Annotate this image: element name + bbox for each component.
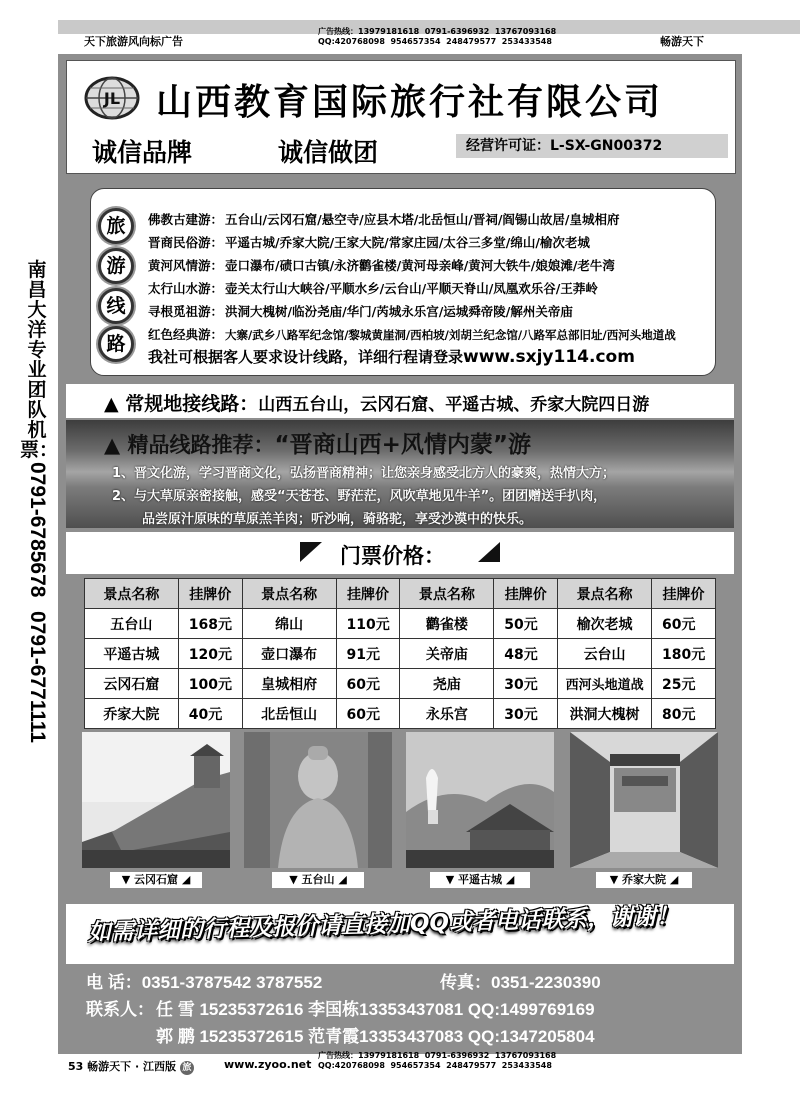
route-note-text: 我社可根据客人要求设计线路，详细行程请登录 — [148, 348, 464, 366]
footer-page-info — [68, 1058, 194, 1075]
photo-city-wall — [82, 732, 230, 868]
table-header-row — [85, 579, 716, 609]
photo-caption: ▼ 五台山 ◢ — [272, 872, 364, 888]
route-row — [148, 256, 615, 274]
route-category: 红色经典游： — [148, 327, 224, 342]
attraction-price: 25元 — [651, 669, 715, 699]
attraction-name: 北岳恒山 — [242, 699, 336, 729]
route-row — [148, 210, 619, 228]
photo-caption-text: 云冈石窟 — [134, 873, 178, 886]
column-header: 景点名称 — [85, 579, 179, 609]
column-header: 挂牌价 — [178, 579, 242, 609]
standard-route-label: ▲ 常规地接线路： — [104, 393, 259, 415]
side-title: 南昌大洋专业团队机票： — [20, 259, 59, 461]
column-header: 景点名称 — [400, 579, 494, 609]
route-category: 太行山水游： — [148, 281, 224, 296]
route-sites: 壶口瀑布/碛口古镇/永济鹳雀楼/黄河母亲峰/黄河大铁牛/娘娘滩/老牛湾 — [225, 258, 615, 273]
company-name: 山西教育国际旅行社有限公司 — [156, 81, 664, 123]
route-sites: 洪洞大槐树/临汾尧庙/华门/芮城永乐宫/运城舜帝陵/解州关帝庙 — [225, 304, 573, 319]
contact-person-label: 联系人： — [86, 1000, 154, 1019]
attraction-name: 平遥古城 — [85, 639, 179, 669]
route-circle-2: 游 — [98, 248, 134, 284]
price-title: 门票价格： — [340, 544, 445, 568]
footer-website[interactable]: www.zyoo.net — [224, 1058, 312, 1071]
attraction-price: 91元 — [336, 639, 400, 669]
attraction-name: 永乐宫 — [400, 699, 494, 729]
featured-line-2: 2、与大草原亲密接触，感受“天苍苍、野茫茫，风吹草地见牛羊”。团团赠送手扒肉， — [112, 489, 607, 504]
left-triangle-icon — [300, 542, 322, 562]
side-phone-2: 0791-6771111 — [26, 611, 49, 744]
route-sites: 五台山/云冈石窟/悬空寺/应县木塔/北岳恒山/晋祠/阎锡山故居/皇城相府 — [225, 212, 620, 227]
footer-hotline: 广告热线：13979181618 0791-6396932 13767093168 QQ:420768098 954657354 248479577 253433548 — [318, 1051, 557, 1070]
attraction-name: 尧庙 — [400, 669, 494, 699]
attraction-price: 60元 — [336, 699, 400, 729]
attraction-name: 乔家大院 — [85, 699, 179, 729]
column-header: 挂牌价 — [336, 579, 400, 609]
featured-title: “晋商山西+风情内蒙”游 — [274, 432, 531, 458]
logo-text: JL — [103, 89, 121, 108]
company-logo — [84, 76, 140, 120]
route-row — [148, 279, 598, 297]
contact-fax: 传真：0351-2230390 — [440, 973, 601, 992]
column-header: 景点名称 — [558, 579, 652, 609]
slogan-group: 诚信做团 — [278, 138, 379, 167]
table-row — [85, 639, 716, 669]
column-header: 挂牌价 — [494, 579, 558, 609]
attraction-price: 80元 — [651, 699, 715, 729]
route-sites: 平遥古城/乔家大院/王家大院/常家庄园/太谷三多堂/绵山/榆次老城 — [225, 235, 590, 250]
attraction-name: 五台山 — [85, 609, 179, 639]
price-table — [84, 578, 716, 729]
column-header: 景点名称 — [242, 579, 336, 609]
license-number: 经营许可证：L-SX-GN00372 — [456, 134, 728, 158]
header-right-title: 畅游天下 — [660, 35, 704, 48]
attraction-price: 60元 — [336, 669, 400, 699]
photo-courtyard — [570, 732, 718, 868]
featured-route-heading — [104, 426, 531, 459]
photo-pagoda — [406, 732, 554, 868]
attraction-price: 40元 — [178, 699, 242, 729]
route-circle-1: 旅 — [98, 208, 134, 244]
attraction-name: 鹳雀楼 — [400, 609, 494, 639]
route-category: 晋商民俗游： — [148, 235, 224, 250]
side-phone-1: 0791-6785678 — [26, 462, 49, 598]
photo-caption-text: 五台山 — [301, 873, 335, 886]
featured-line-1: 1、晋文化游，学习晋商文化，弘扬晋商精神；让您亲身感受北方人的豪爽，热情大方； — [112, 466, 616, 481]
contact-banner: 如需详细的行程及报价请直接加QQ或者电话联系，谢谢！ — [87, 903, 680, 946]
attraction-name: 关帝庙 — [400, 639, 494, 669]
attraction-price: 120元 — [178, 639, 242, 669]
route-category: 佛教古建游： — [148, 212, 224, 227]
route-row — [148, 302, 573, 320]
header-left-title: 天下旅游风向标广告 — [84, 35, 183, 48]
featured-line-3: 品尝原汁原味的草原羔羊肉；听沙响，骑骆驼，享受沙漠中的快乐。 — [142, 512, 533, 527]
footer-page-text: 53 畅游天下 · 江西版 — [68, 1060, 176, 1073]
route-circle-4: 路 — [98, 326, 134, 362]
route-category: 黄河风情游： — [148, 258, 224, 273]
side-airline-ad — [20, 259, 59, 744]
photo-caption: ▼ 云冈石窟 ◢ — [110, 872, 202, 888]
contact-persons-2: 郭 鹏 15235372615 范青霞13353437083 QQ:1347205804 — [156, 1027, 595, 1046]
attraction-price: 100元 — [178, 669, 242, 699]
attraction-price: 110元 — [336, 609, 400, 639]
photo-caption-text: 乔家大院 — [622, 873, 666, 886]
slogan-brand: 诚信品牌 — [92, 138, 193, 167]
attraction-price: 30元 — [494, 699, 558, 729]
route-circle-3: 线 — [98, 288, 134, 324]
attraction-name: 西河头地道战 — [558, 669, 652, 699]
route-sites: 壶关太行山大峡谷/平顺水乡/云台山/平顺天脊山/凤凰欢乐谷/王莽岭 — [225, 281, 598, 296]
header-hotline: 广告热线：13979181618 0791-6396932 13767093168 QQ:420768098 954657354 248479577 253433548 — [318, 27, 557, 46]
route-note — [148, 346, 635, 367]
attraction-name: 绵山 — [242, 609, 336, 639]
right-triangle-icon — [478, 542, 500, 562]
attraction-name: 榆次老城 — [558, 609, 652, 639]
route-row — [148, 233, 590, 251]
photo-caption: ▼ 平遥古城 ◢ — [430, 872, 530, 888]
attraction-name: 皇城相府 — [242, 669, 336, 699]
attraction-name: 壶口瀑布 — [242, 639, 336, 669]
attraction-price: 30元 — [494, 669, 558, 699]
website-link[interactable]: www.sxjy114.com — [463, 347, 635, 367]
attraction-name: 云冈石窟 — [85, 669, 179, 699]
photo-caption: ▼ 乔家大院 ◢ — [596, 872, 692, 888]
featured-label: ▲ 精品线路推荐： — [104, 433, 275, 457]
table-row — [85, 609, 716, 639]
attraction-price: 168元 — [178, 609, 242, 639]
contact-telephone: 电 话：0351-3787542 3787552 — [86, 973, 323, 992]
footer-circle-icon: 旅 — [180, 1061, 194, 1075]
attraction-price: 180元 — [651, 639, 715, 669]
contact-persons-1: 任 雪 15235372616 李国栋13353437081 QQ:1499769169 — [156, 1000, 595, 1019]
photo-buddha — [244, 732, 392, 868]
route-category: 寻根觅祖游： — [148, 304, 224, 319]
standard-route — [104, 389, 649, 416]
standard-route-text: 山西五台山，云冈石窟、平遥古城、乔家大院四日游 — [258, 395, 650, 415]
route-row — [148, 325, 676, 343]
column-header: 挂牌价 — [651, 579, 715, 609]
attraction-price: 50元 — [494, 609, 558, 639]
attraction-price: 48元 — [494, 639, 558, 669]
attraction-name: 洪洞大槐树 — [558, 699, 652, 729]
attraction-price: 60元 — [651, 609, 715, 639]
table-row — [85, 699, 716, 729]
route-sites: 大寨/武乡八路军纪念馆/黎城黄崖洞/西柏坡/刘胡兰纪念馆/八路军总部旧址/西河头地道战 — [225, 328, 676, 342]
photo-caption-text: 平遥古城 — [458, 873, 502, 886]
table-row — [85, 669, 716, 699]
attraction-name: 云台山 — [558, 639, 652, 669]
